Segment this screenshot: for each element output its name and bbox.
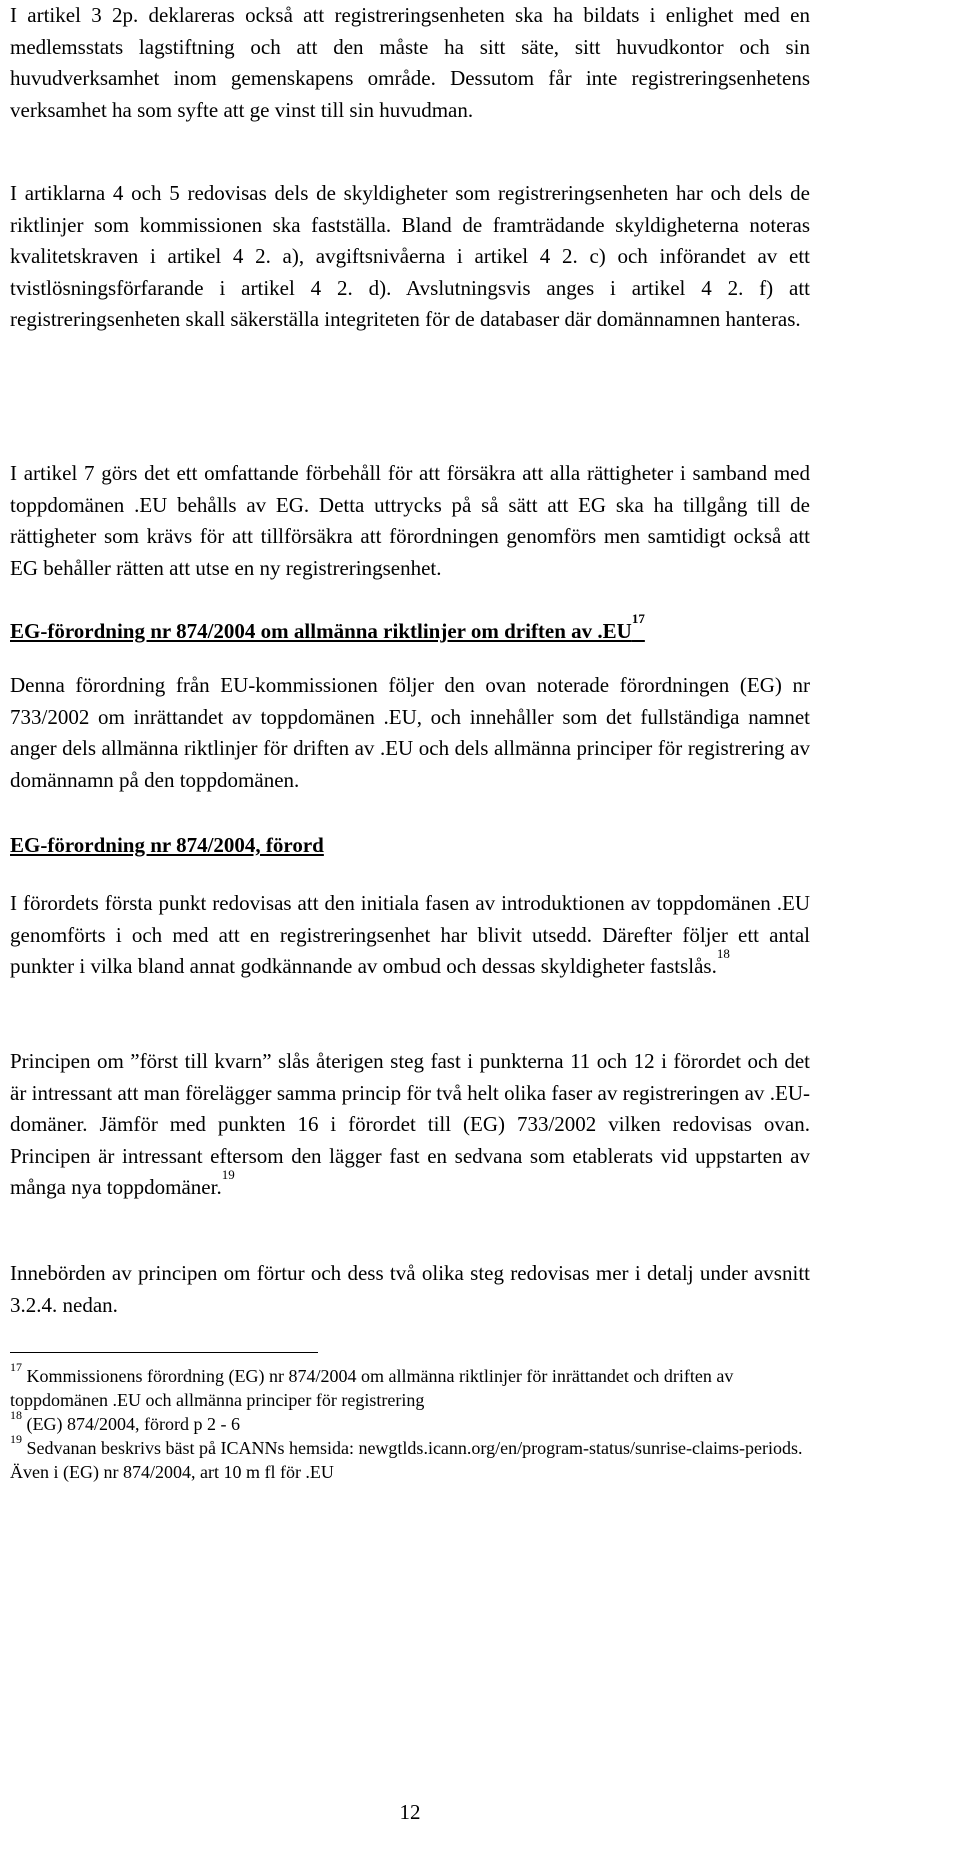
footnote-number: 17 xyxy=(10,1360,22,1374)
paragraph-text: I förordets första punkt redovisas att den initiala fasen av introduktionen av toppdomänen .EU genomförts i och med att en registreringsenhet har blivit utsedd. Därefter följer ett antal punkter i vilka bland annat godkännande av ombud och dessas skyldigheter fastslås. xyxy=(10,891,810,978)
footnote-18 xyxy=(10,1408,810,1436)
footnote-number: 19 xyxy=(10,1432,22,1446)
footnote-text: Sedvanan beskrivs bäst på ICANNs hemsida: newgtlds.icann.org/en/program-status/sunrise-claims-periods. Även i (EG) nr 874/2004, art 10 m fl för .EU xyxy=(10,1438,803,1482)
paragraph-artiklarna-4-5 xyxy=(10,178,810,336)
heading-text: EG-förordning nr 874/2004 om allmänna riktlinjer om driften av .EU xyxy=(10,619,632,643)
footnote-17 xyxy=(10,1360,810,1412)
paragraph-text: Denna förordning från EU-kommissionen följer den ovan noterade förordningen (EG) nr 733/2002 om inrättandet av toppdomänen .EU, och innehåller som det fullständiga namnet anger dels allmänna riktlinjer för driften av .EU och dels allmänna principer för registrering av domännamn på den toppdomänen. xyxy=(10,673,810,792)
footnote-ref-19: 19 xyxy=(221,1167,235,1182)
paragraph-text: Principen om ”först till kvarn” slås återigen steg fast i punkterna 11 och 12 i förordet och det är intressant att man förelägger samma princip för två helt olika faser av registreringen av .EU-domäner. Jämför med punkten 16 i förordet till (EG) 733/2002 vilken redovisas ovan. Principen är intressant eftersom den lägger fast en sedvana som etablerats vid uppstarten av många nya toppdomäner. xyxy=(10,1049,810,1199)
heading-text: EG-förordning nr 874/2004, förord xyxy=(10,833,324,857)
paragraph-denna-forordning xyxy=(10,670,810,796)
footnote-ref-18: 18 xyxy=(716,946,730,961)
paragraph-artikel-3 xyxy=(10,0,810,126)
paragraph-principen xyxy=(10,1046,810,1204)
footnote-number: 18 xyxy=(10,1408,22,1422)
section-heading-874-2004 xyxy=(10,611,810,648)
paragraph-inneborden xyxy=(10,1258,810,1321)
paragraph-text: I artiklarna 4 och 5 redovisas dels de skyldigheter som registreringsenheten har och dels de riktlinjer som kommissionen ska fastställa. Bland de framträdande skyldigheterna noteras kvalitetskraven i artikel 4 2. a), avgiftsnivåerna i artikel 4 2. c) och införandet av ett tvistlösningsförfarande i artikel 4 2. d). Avslutningsvis anges i artikel 4 2. f) att registreringsenheten skall säkerställa integriteten för de databaser där domännamnen hanteras. xyxy=(10,181,810,331)
paragraph-text: Innebörden av principen om förtur och dess två olika steg redovisas mer i detalj under avsnitt 3.2.4. nedan. xyxy=(10,1261,810,1317)
paragraph-text: I artikel 3 2p. deklareras också att registreringsenheten ska ha bildats i enlighet med en medlemsstats lagstiftning och att den måste ha sitt säte, sitt huvudkontor och sin huvudverksamhet inom gemenskapens område. Dessutom får inte registreringsenhetens verksamhet ha som syfte att ge vinst till sin huvudman. xyxy=(10,3,810,122)
paragraph-forordets-forsta-punkt xyxy=(10,888,810,983)
footnote-ref-17: 17 xyxy=(631,611,645,626)
paragraph-text: I artikel 7 görs det ett omfattande förbehåll för att försäkra att alla rättigheter i samband med toppdomänen .EU behålls av EG. Detta uttrycks på så sätt att EG ska ha tillgång till de rättigheter som krävs för att tillförsäkra att förordningen genomförs men samtidigt också att EG behåller rätten att utse en ny registreringsenhet. xyxy=(10,461,810,580)
paragraph-artikel-7 xyxy=(10,458,810,584)
document-page xyxy=(10,0,810,1860)
footnotes xyxy=(10,1360,810,1484)
footnote-text: Kommissionens förordning (EG) nr 874/2004 om allmänna riktlinjer för inrättandet och driften av toppdomänen .EU och allmänna principer för registrering xyxy=(10,1366,734,1410)
footnote-19 xyxy=(10,1432,810,1484)
section-heading-forord xyxy=(10,830,810,862)
footnote-separator xyxy=(10,1352,318,1353)
page-number: 12 xyxy=(399,1800,421,1824)
footnote-text: (EG) 874/2004, förord p 2 - 6 xyxy=(26,1414,240,1434)
